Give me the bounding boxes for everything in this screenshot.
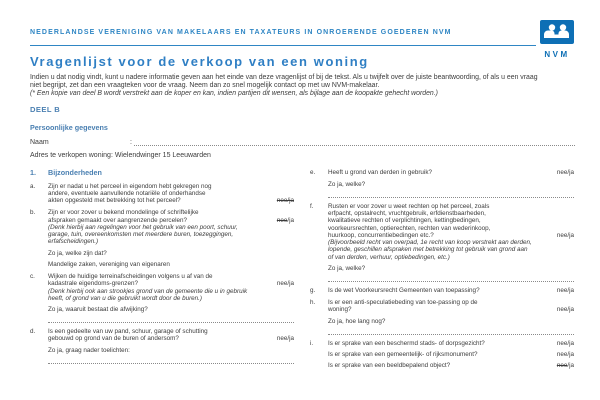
question-i-sub3-answer: nee/ja xyxy=(556,362,574,370)
question-c-followup: Zo ja, waaruit bestaat die afwijking? xyxy=(48,305,148,313)
question-f-id: f. xyxy=(310,202,314,210)
name-label: Naam xyxy=(30,139,49,147)
question-d-text: Is een gedeelte van uw pand, schuur, garage of schutting gebouwd op grond van de buren of andersom? xyxy=(48,328,208,343)
question-h-id: h. xyxy=(310,299,316,307)
question-h-fill-in-line xyxy=(328,329,574,335)
intro-paragraph xyxy=(30,74,545,98)
question-h-followup: Zo ja, hoe lang nog? xyxy=(328,317,386,325)
question-h-text: Is er een anti-speculatiebeding van toe-passing op de woning? xyxy=(328,299,478,314)
question-b-note: (Denk hierbij aan regelingen voor het gebruik van een poort, schuur, garage, tuin, overeenkomsten met meerdere buren, toezeggingen, erfafscheidingen.) xyxy=(48,223,238,246)
name-field-row xyxy=(30,139,575,146)
question-f xyxy=(310,203,574,282)
question-d-followup: Zo ja, graag nader toelichten: xyxy=(48,346,130,354)
question-e-id: e. xyxy=(310,169,316,177)
question-b xyxy=(30,209,294,268)
question-g-id: g. xyxy=(310,287,316,294)
question-c-fill-in-line xyxy=(48,317,294,323)
page-title: Vragenlijst voor de verkoop van een woning xyxy=(30,54,369,69)
name-fill-in-line xyxy=(134,139,575,146)
section-number: 1. xyxy=(30,168,36,178)
question-i-sub2-answer: nee/ja xyxy=(556,351,574,359)
deel-b-heading: DEEL B xyxy=(30,105,61,115)
question-f-fill-in-line xyxy=(328,276,574,282)
question-c-id: c. xyxy=(30,273,35,281)
question-b-answer: nee/ja xyxy=(276,216,294,224)
question-b-followup: Zo ja, welke zijn dat? xyxy=(48,249,107,257)
right-column xyxy=(310,169,574,374)
question-c xyxy=(30,273,294,323)
question-f-followup: Zo ja, welke? xyxy=(328,264,366,272)
question-d-answer: nee/ja xyxy=(276,335,294,343)
question-columns xyxy=(30,169,575,374)
nvm-logo xyxy=(536,20,575,59)
question-e xyxy=(310,169,574,197)
section-title: Bijzonderheden xyxy=(48,168,102,178)
question-i-sub1-answer: nee/ja xyxy=(556,339,574,347)
organization-name: NEDERLANDSE VERENIGING VAN MAKELAARS EN TAXATEURS IN ONROERENDE GOEDEREN NVM xyxy=(30,29,452,36)
question-b-filled-answer: Mandelige zaken, vereniging van eigenaren xyxy=(48,260,170,268)
question-h-answer: nee/ja xyxy=(556,306,574,314)
nvm-logo-icon xyxy=(539,32,575,49)
question-i-sub3-text: Is er sprake van een beeldbepalend object? xyxy=(328,362,451,370)
question-c-text: Wijken de huidige terreinafscheidingen volgens u af van de kadastrale eigendoms-grenzen? xyxy=(48,273,213,288)
question-a-text: Zijn er nadat u het perceel in eigendom hebt gekregen nog andere, eventuele aanvullende notariële of onderhandse akten opgesteld met betrekking tot het perceel? xyxy=(48,182,212,205)
question-a-answer: nee/ja xyxy=(276,197,294,205)
question-g-text: Is de wet Voorkeursrecht Gemeenten van toepassing? xyxy=(328,287,480,294)
question-i-id: i. xyxy=(310,339,314,347)
personal-data-heading: Persoonlijke gegevens xyxy=(30,123,108,133)
section-1-heading xyxy=(30,169,294,177)
question-c-answer: nee/ja xyxy=(276,280,294,288)
question-a xyxy=(30,183,294,205)
nvm-logo-wordmark: NVM xyxy=(544,50,570,59)
question-e-text: Heeft u grond van derden in gebruik? xyxy=(328,169,432,177)
question-d-id: d. xyxy=(30,328,36,336)
question-b-text: Zijn er voor zover u bekend mondelinge of schriftelijke afspraken gemaakt over aangrenzende percelen? xyxy=(48,209,199,224)
question-e-answer: nee/ja xyxy=(556,169,574,177)
address-line: Adres te verkopen woning: Wielendwinger 15 Leeuwarden xyxy=(30,152,211,160)
question-d-fill-in-line xyxy=(48,358,294,364)
question-f-answer: nee/ja xyxy=(556,231,574,239)
intro-footnote: (* Een kopie van deel B wordt verstrekt aan de koper en kan, indien partijen dit wensen, als bijlage aan de koopakte gehecht worden.) xyxy=(30,90,438,98)
question-f-text: Rusten er voor zover u weet rechten op het perceel, zoals erfpacht, opstalrecht, vruchtgebruik, erfdienstbaarheden, kwalitatieve rechten of verplichtingen, kettingbedingen, voorkeursrechten, optierechten, rechten van wederinkoop, huurkoop, concurrentiebedingen etc.? xyxy=(328,202,491,239)
question-i xyxy=(310,340,574,370)
question-e-fill-in-line xyxy=(328,192,574,198)
question-c-note: (Denk hierbij ook aan strookjes grond van de gemeente die u in gebruik heeft, of grond van u die gebruikt wordt door de buren.) xyxy=(48,287,248,302)
question-f-note: (Bijvoorbeeld recht van overpad, 1e recht van koop verstrekt aan derden, lopende, geschillen afspraken met betrekking tot gebruik van grond aan of van derden, verhuur, optiebedingen, etc.) xyxy=(328,239,532,261)
name-colon: : xyxy=(130,139,132,147)
question-a-id: a. xyxy=(30,182,36,190)
question-i-sub1-text: Is er sprake van een beschermd stads- of dorpsgezicht? xyxy=(328,339,485,347)
question-d xyxy=(30,328,294,364)
document-header xyxy=(30,26,575,59)
question-e-followup: Zo ja, welke? xyxy=(328,180,366,188)
question-h xyxy=(310,299,574,335)
intro-text: Indien u dat nodig vindt, kunt u nadere informatie geven aan het einde van deze vragenlijst of bij de tekst. Als u twijfelt over de juiste beantwoording, of als u een vraag niet begrijpt, zet dan een vraagteken voor de vraag. Neem dan zo snel mogelijk contact op met uw NVM-makelaar. xyxy=(30,74,538,90)
question-i-sub2-text: Is er sprake van een gemeentelijk- of rijksmonument? xyxy=(328,351,478,359)
question-g-answer: nee/ja xyxy=(556,287,574,294)
question-g xyxy=(310,287,574,294)
question-b-id: b. xyxy=(30,209,36,217)
header-divider xyxy=(30,45,542,46)
left-column xyxy=(30,169,294,374)
